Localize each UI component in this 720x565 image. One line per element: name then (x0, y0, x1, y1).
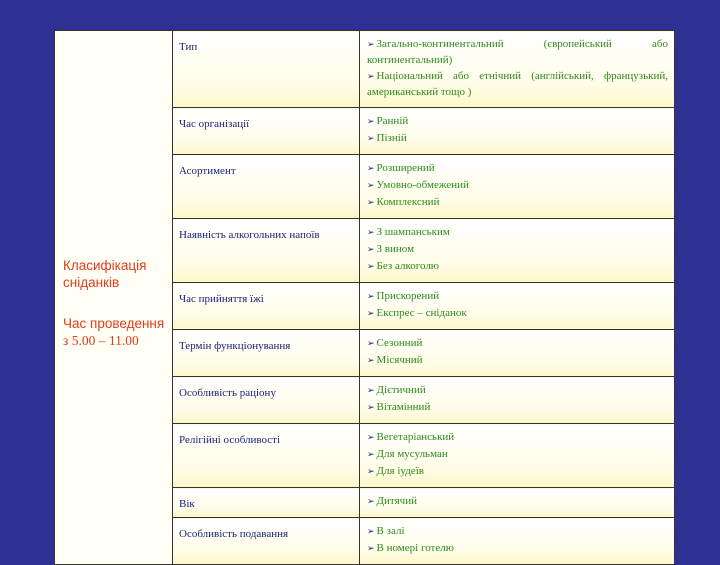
arrow-bullet-icon: ➢ (367, 134, 375, 144)
arrow-bullet-icon: ➢ (367, 527, 375, 537)
arrow-bullet-icon: ➢ (367, 164, 375, 174)
items-cell-type (360, 31, 675, 108)
items-cell-serving (360, 518, 675, 565)
list-item: ➢ З вином (367, 243, 415, 255)
arrow-bullet-icon: ➢ (367, 181, 375, 191)
category-label: Наявність алкогольних напоїв (179, 229, 320, 241)
list-item: ➢ Дитячий (367, 495, 417, 507)
classification-cell (55, 31, 173, 565)
category-cell-serving (173, 518, 360, 565)
time-value: з 5.00 – 11.00 (63, 332, 139, 348)
list-item: ➢ Для іудеїв (367, 465, 424, 477)
arrow-bullet-icon: ➢ (367, 262, 375, 272)
arrow-bullet-icon: ➢ (367, 72, 375, 82)
classification-table (54, 30, 675, 565)
list-item: ➢ Умовно-обмежений (367, 179, 469, 191)
items-cell-duration (360, 330, 675, 377)
category-cell-time-organization (173, 108, 360, 155)
category-label: Особливість раціону (179, 387, 276, 399)
arrow-bullet-icon: ➢ (367, 356, 375, 366)
list-item: ➢ В залі (367, 525, 405, 537)
arrow-bullet-icon: ➢ (367, 40, 375, 50)
category-label: Термін функціонування (179, 340, 291, 352)
arrow-bullet-icon: ➢ (367, 450, 375, 460)
arrow-bullet-icon: ➢ (367, 117, 375, 127)
category-cell-type (173, 31, 360, 108)
category-cell-alcohol (173, 219, 360, 283)
time-label: Час проведення (63, 315, 165, 331)
list-item: ➢ Національний або етнічний (англійський, французький, американський тощо ) (367, 70, 668, 98)
category-label: Час організації (179, 118, 250, 130)
category-cell-religion (173, 424, 360, 488)
list-item: ➢ З шампанським (367, 226, 450, 238)
arrow-bullet-icon: ➢ (367, 433, 375, 443)
arrow-bullet-icon: ➢ (367, 309, 375, 319)
category-label: Асортимент (179, 165, 236, 177)
list-item: ➢ Ранній (367, 115, 409, 127)
list-item: ➢ Без алкоголю (367, 260, 440, 272)
list-item: ➢ Дієтичний (367, 384, 426, 396)
list-item: ➢ Місячний (367, 354, 423, 366)
category-label: Особливість подавання (179, 528, 289, 540)
category-cell-diet (173, 377, 360, 424)
category-label: Вік (179, 498, 195, 510)
list-item: ➢ В номері готелю (367, 542, 454, 554)
category-cell-age (173, 488, 360, 518)
list-item: ➢ Розширений (367, 162, 435, 174)
list-item: ➢ Прискорений (367, 290, 440, 302)
items-cell-diet (360, 377, 675, 424)
arrow-bullet-icon: ➢ (367, 403, 375, 413)
arrow-bullet-icon: ➢ (367, 228, 375, 238)
category-label: Час прийняття їжі (179, 293, 264, 305)
items-cell-time-organization (360, 108, 675, 155)
category-cell-duration (173, 330, 360, 377)
arrow-bullet-icon: ➢ (367, 544, 375, 554)
items-cell-age (360, 488, 675, 518)
items-cell-meal-time (360, 283, 675, 330)
items-cell-religion (360, 424, 675, 488)
items-cell-assortment (360, 155, 675, 219)
arrow-bullet-icon: ➢ (367, 497, 375, 507)
category-label: Релігійні особливості (179, 434, 281, 446)
arrow-bullet-icon: ➢ (367, 198, 375, 208)
list-item: ➢ Пізній (367, 132, 407, 144)
list-item: ➢ Комплексний (367, 196, 440, 208)
list-item: ➢ Експрес – сніданок (367, 307, 467, 319)
list-item: ➢ Сезонний (367, 337, 423, 349)
category-cell-meal-time (173, 283, 360, 330)
arrow-bullet-icon: ➢ (367, 245, 375, 255)
list-item: ➢ Для мусульман (367, 448, 448, 460)
arrow-bullet-icon: ➢ (367, 292, 375, 302)
list-item: ➢ Вегетаріанський (367, 431, 455, 443)
arrow-bullet-icon: ➢ (367, 339, 375, 349)
category-cell-assortment (173, 155, 360, 219)
classification-title: Класифікація сніданків (63, 257, 147, 290)
category-label: Тип (179, 41, 198, 53)
items-cell-alcohol (360, 219, 675, 283)
arrow-bullet-icon: ➢ (367, 386, 375, 396)
list-item: ➢ Вітамінний (367, 401, 431, 413)
arrow-bullet-icon: ➢ (367, 467, 375, 477)
list-item: ➢ Загально-континентальний (європейський або континентальний) (367, 38, 668, 66)
